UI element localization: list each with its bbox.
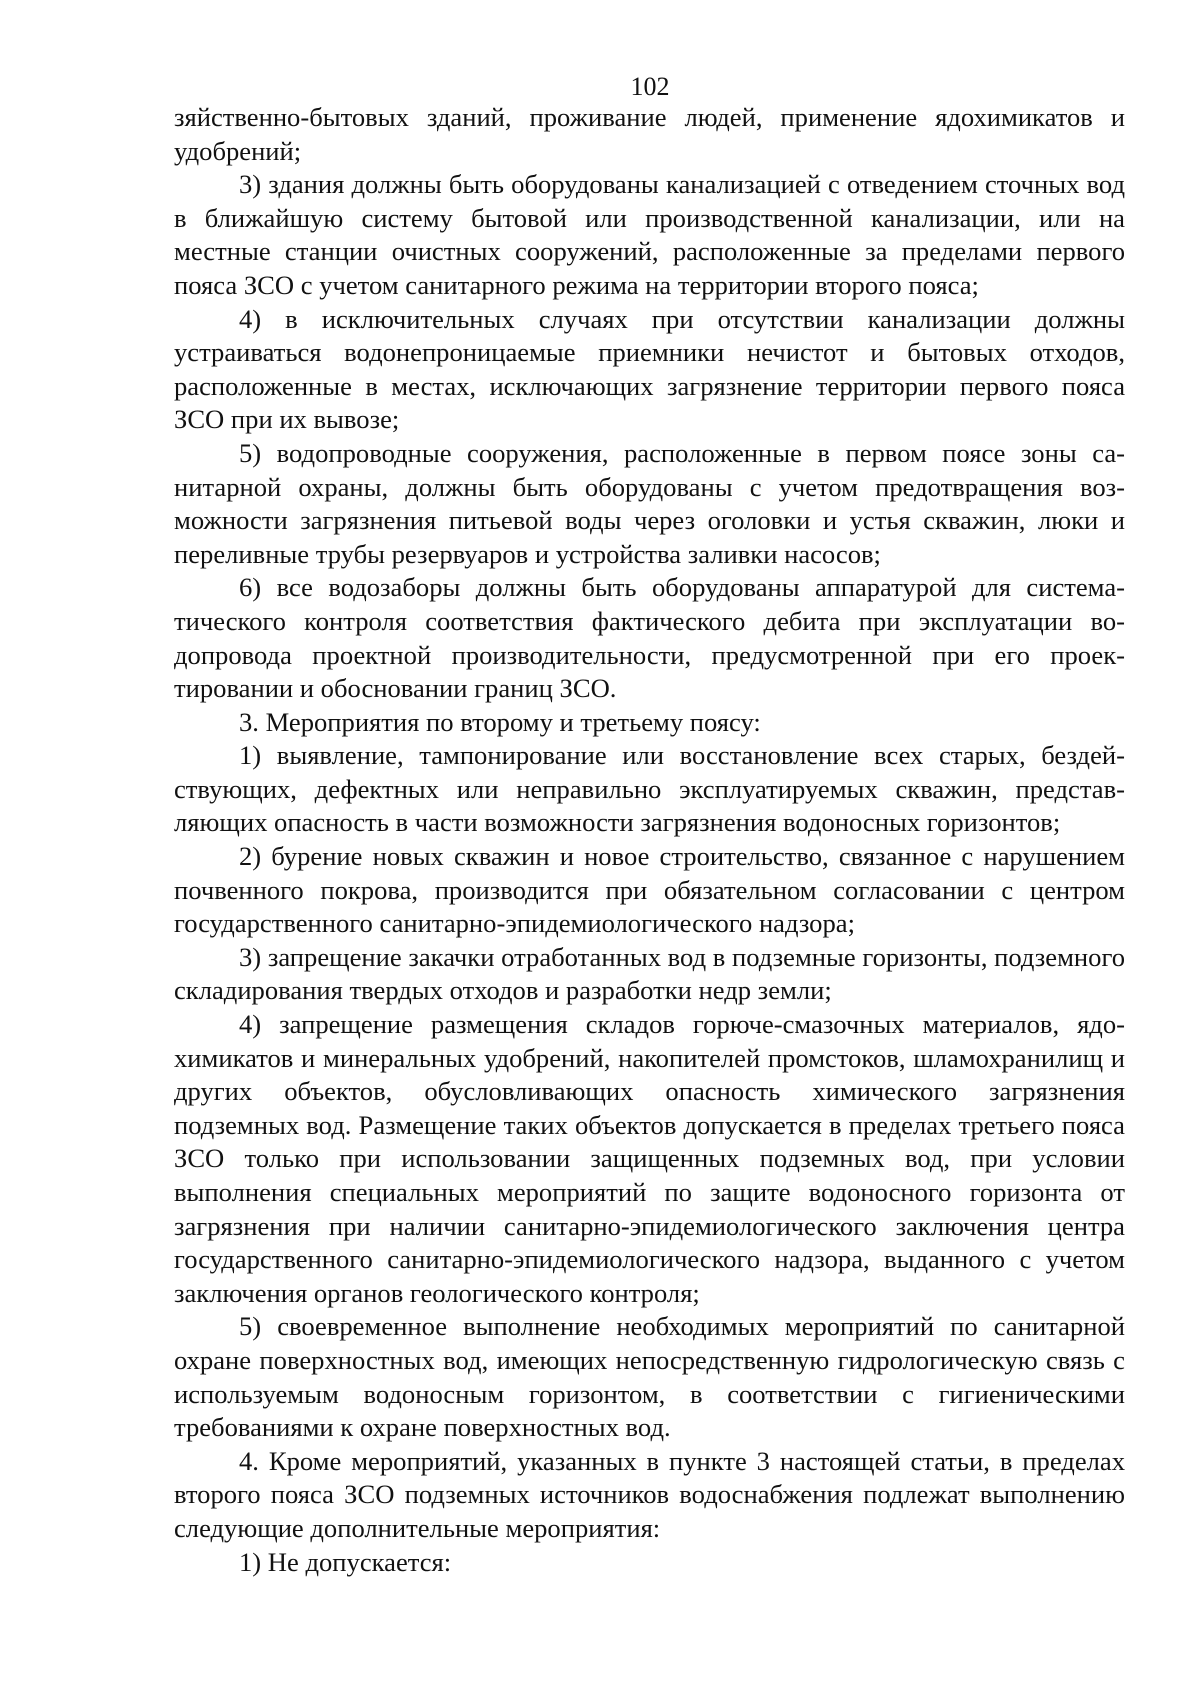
paragraph-item-3-sewerage: 3) здания должны быть оборудованы канализацией с отведением сточных вод в ближайшую систему бытовой или производственной канализации, или на местные станции очистных сооружений, расположенные за пределами первого пояса ЗСО с учетом санитарного режима на территории второго пояса; — [174, 169, 1125, 300]
section-heading-3: 3. Мероприятия по второму и третьему поясу: — [239, 706, 761, 737]
document-body — [174, 101, 1125, 1579]
page-number: 102 — [630, 72, 670, 101]
paragraph-item-5-water-structures: 5) водопроводные сооружения, расположенные в первом поясе зоны санитарной охраны, должны быть оборудованы с учетом предотвращения возможности загрязнения питьевой воды через оголовки и устья скважин, люки и переливные трубы резервуаров и устройства заливки насосов; — [174, 437, 1125, 569]
section-heading-4: 4. Кроме мероприятий, указанных в пункте 3 настоящей статьи, в пределах второго пояса ЗСО подземных источников водоснабжения подлежат выполнению следующие дополнительные мероприятия: — [174, 1445, 1125, 1543]
paragraph-item-2-drilling: 2) бурение новых скважин и новое строительство, связанное с нарушением почвенного покрова, производится при обязательном согласовании с центром государственного санитарно-эпидемиологического надзора; — [174, 841, 1125, 939]
paragraph-item-1-not-allowed: 1) Не допускается: — [239, 1546, 452, 1577]
paragraph-continuation: зяйственно-бытовых зданий, проживание людей, применение ядохимикатов и удобрений; — [174, 102, 1125, 166]
paragraph-item-3-injection-ban: 3) запрещение закачки отработанных вод в подземные горизонты, подземного складирования твердых отходов и разработки недр земли; — [174, 941, 1125, 1006]
paragraph-item-6-water-intakes: 6) все водозаборы должны быть оборудованы аппаратурой для систематического контроля соответствия фактического дебита при эксплуатации водопровода проектной производительности, предусмотренной при его проектировании и обосновании границ ЗСО. — [174, 572, 1125, 704]
paragraph-item-4-waste-receivers: 4) в исключительных случаях при отсутствии канализации должны устраиваться водонепроницаемые приемники нечистот и бытовых отходов, расположенные в местах, исключающих загрязнение территории первого пояса ЗСО при их вывозе; — [174, 303, 1125, 435]
paragraph-item-5-surface-water: 5) своевременное выполнение необходимых мероприятий по санитарной охране поверхностных вод, имеющих непосредственную гидрологическую связь с используемым водоносным горизонтом, в соответствии с гигиеническими требованиями к охране поверхностных вод. — [174, 1311, 1125, 1443]
paragraph-item-4-storage-ban: 4) запрещение размещения складов горюче-смазочных материалов, ядохимикатов и минеральных удобрений, накопителей промстоков, шламохранилищ и других объектов, обусловливающих опасность химического загрязнения подземных вод. Размещение таких объектов допускается в пределах третьего пояса ЗСО только при использовании защищенных подземных вод, при условии выполнения специальных мероприятий по защите водоносного горизонта от загрязнения при наличии санитарно-эпидемиологического заключения центра государственного санитарно-эпидемиологического надзора, выданного с учетом заключения органов геологического контроля; — [174, 1009, 1125, 1308]
paragraph-item-1-wells: 1) выявление, тампонирование или восстановление всех старых, бездействующих, дефектных или неправильно эксплуатируемых скважин, представляющих опасность в части возможности загрязнения водоносных горизонтов; — [174, 740, 1125, 838]
